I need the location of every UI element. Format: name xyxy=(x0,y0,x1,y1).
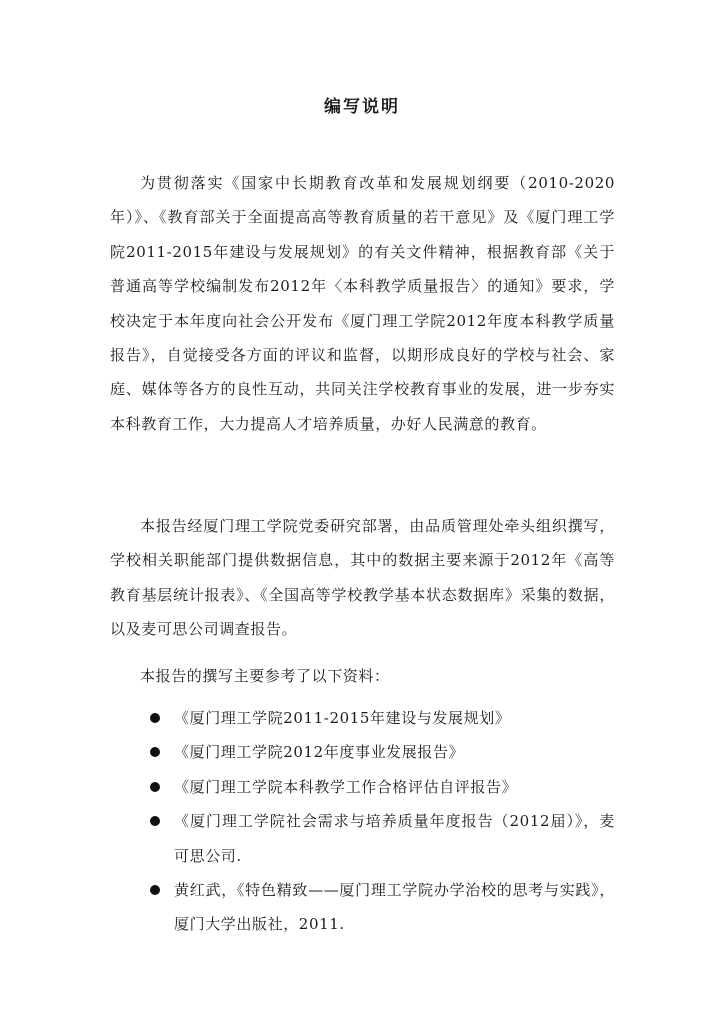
reference-text: 《厦门理工学院社会需求与培养质量年度报告（2012届）》，麦可思公司. xyxy=(174,812,615,865)
reference-text: 《厦门理工学院2011-2015年建设与发展规划》 xyxy=(174,709,511,727)
page-title: 编写说明 xyxy=(324,97,400,117)
reference-text: 黄红武，《特色精致——厦门理工学院办学治校的思考与实践》，厦门大学出版社，2011. xyxy=(174,881,615,934)
list-item xyxy=(110,701,615,735)
list-item xyxy=(110,804,615,873)
list-item xyxy=(110,873,615,942)
bullet-icon xyxy=(150,885,160,895)
reference-text: 《厦门理工学院本科教学工作合格评估自评报告》 xyxy=(174,777,518,796)
bullet-icon xyxy=(150,816,160,826)
bullet-icon xyxy=(150,782,160,792)
intro-paragraph: 为贯彻落实《国家中长期教育改革和发展规划纲要（2010-2020年）》、《教育部关于全面提高高等教育质量的若干意见》及《厦门理工学院2011-2015年建设与发展规划》的有关文件精神，根据教育部《关于普通高等学校编制发布2012年〈本科教学质量报告〉的通知》要求，学校决定于本年度向社会公开发布《厦门理工学院2012年度本科教学质量报告》，自觉接受各方面的评议和监督，以期形成良好的学校与社会、家庭、媒体等各方的良性互动，共同关注学校教育事业的发展，进一步夯实本科教育工作，大力提高人才培养质量，办好人民满意的教育。 xyxy=(110,174,615,433)
list-item xyxy=(110,735,615,769)
references-intro: 本报告的撰写主要参考了以下资料： xyxy=(140,667,390,685)
bullet-icon xyxy=(150,713,160,723)
reference-list xyxy=(110,701,615,942)
data-source-paragraph: 本报告经厦门理工学院党委研究部署，由品质管理处牵头组织撰写，学校相关职能部门提供数据信息，其中的数据主要来源于2012年《高等教育基层统计报表》、《全国高等学校教学基本状态数据库》采集的数据，以及麦可思公司调查报告。 xyxy=(110,517,615,639)
bullet-icon xyxy=(150,747,160,757)
list-item xyxy=(110,770,615,804)
reference-text: 《厦门理工学院2012年度事业发展报告》 xyxy=(174,743,465,762)
